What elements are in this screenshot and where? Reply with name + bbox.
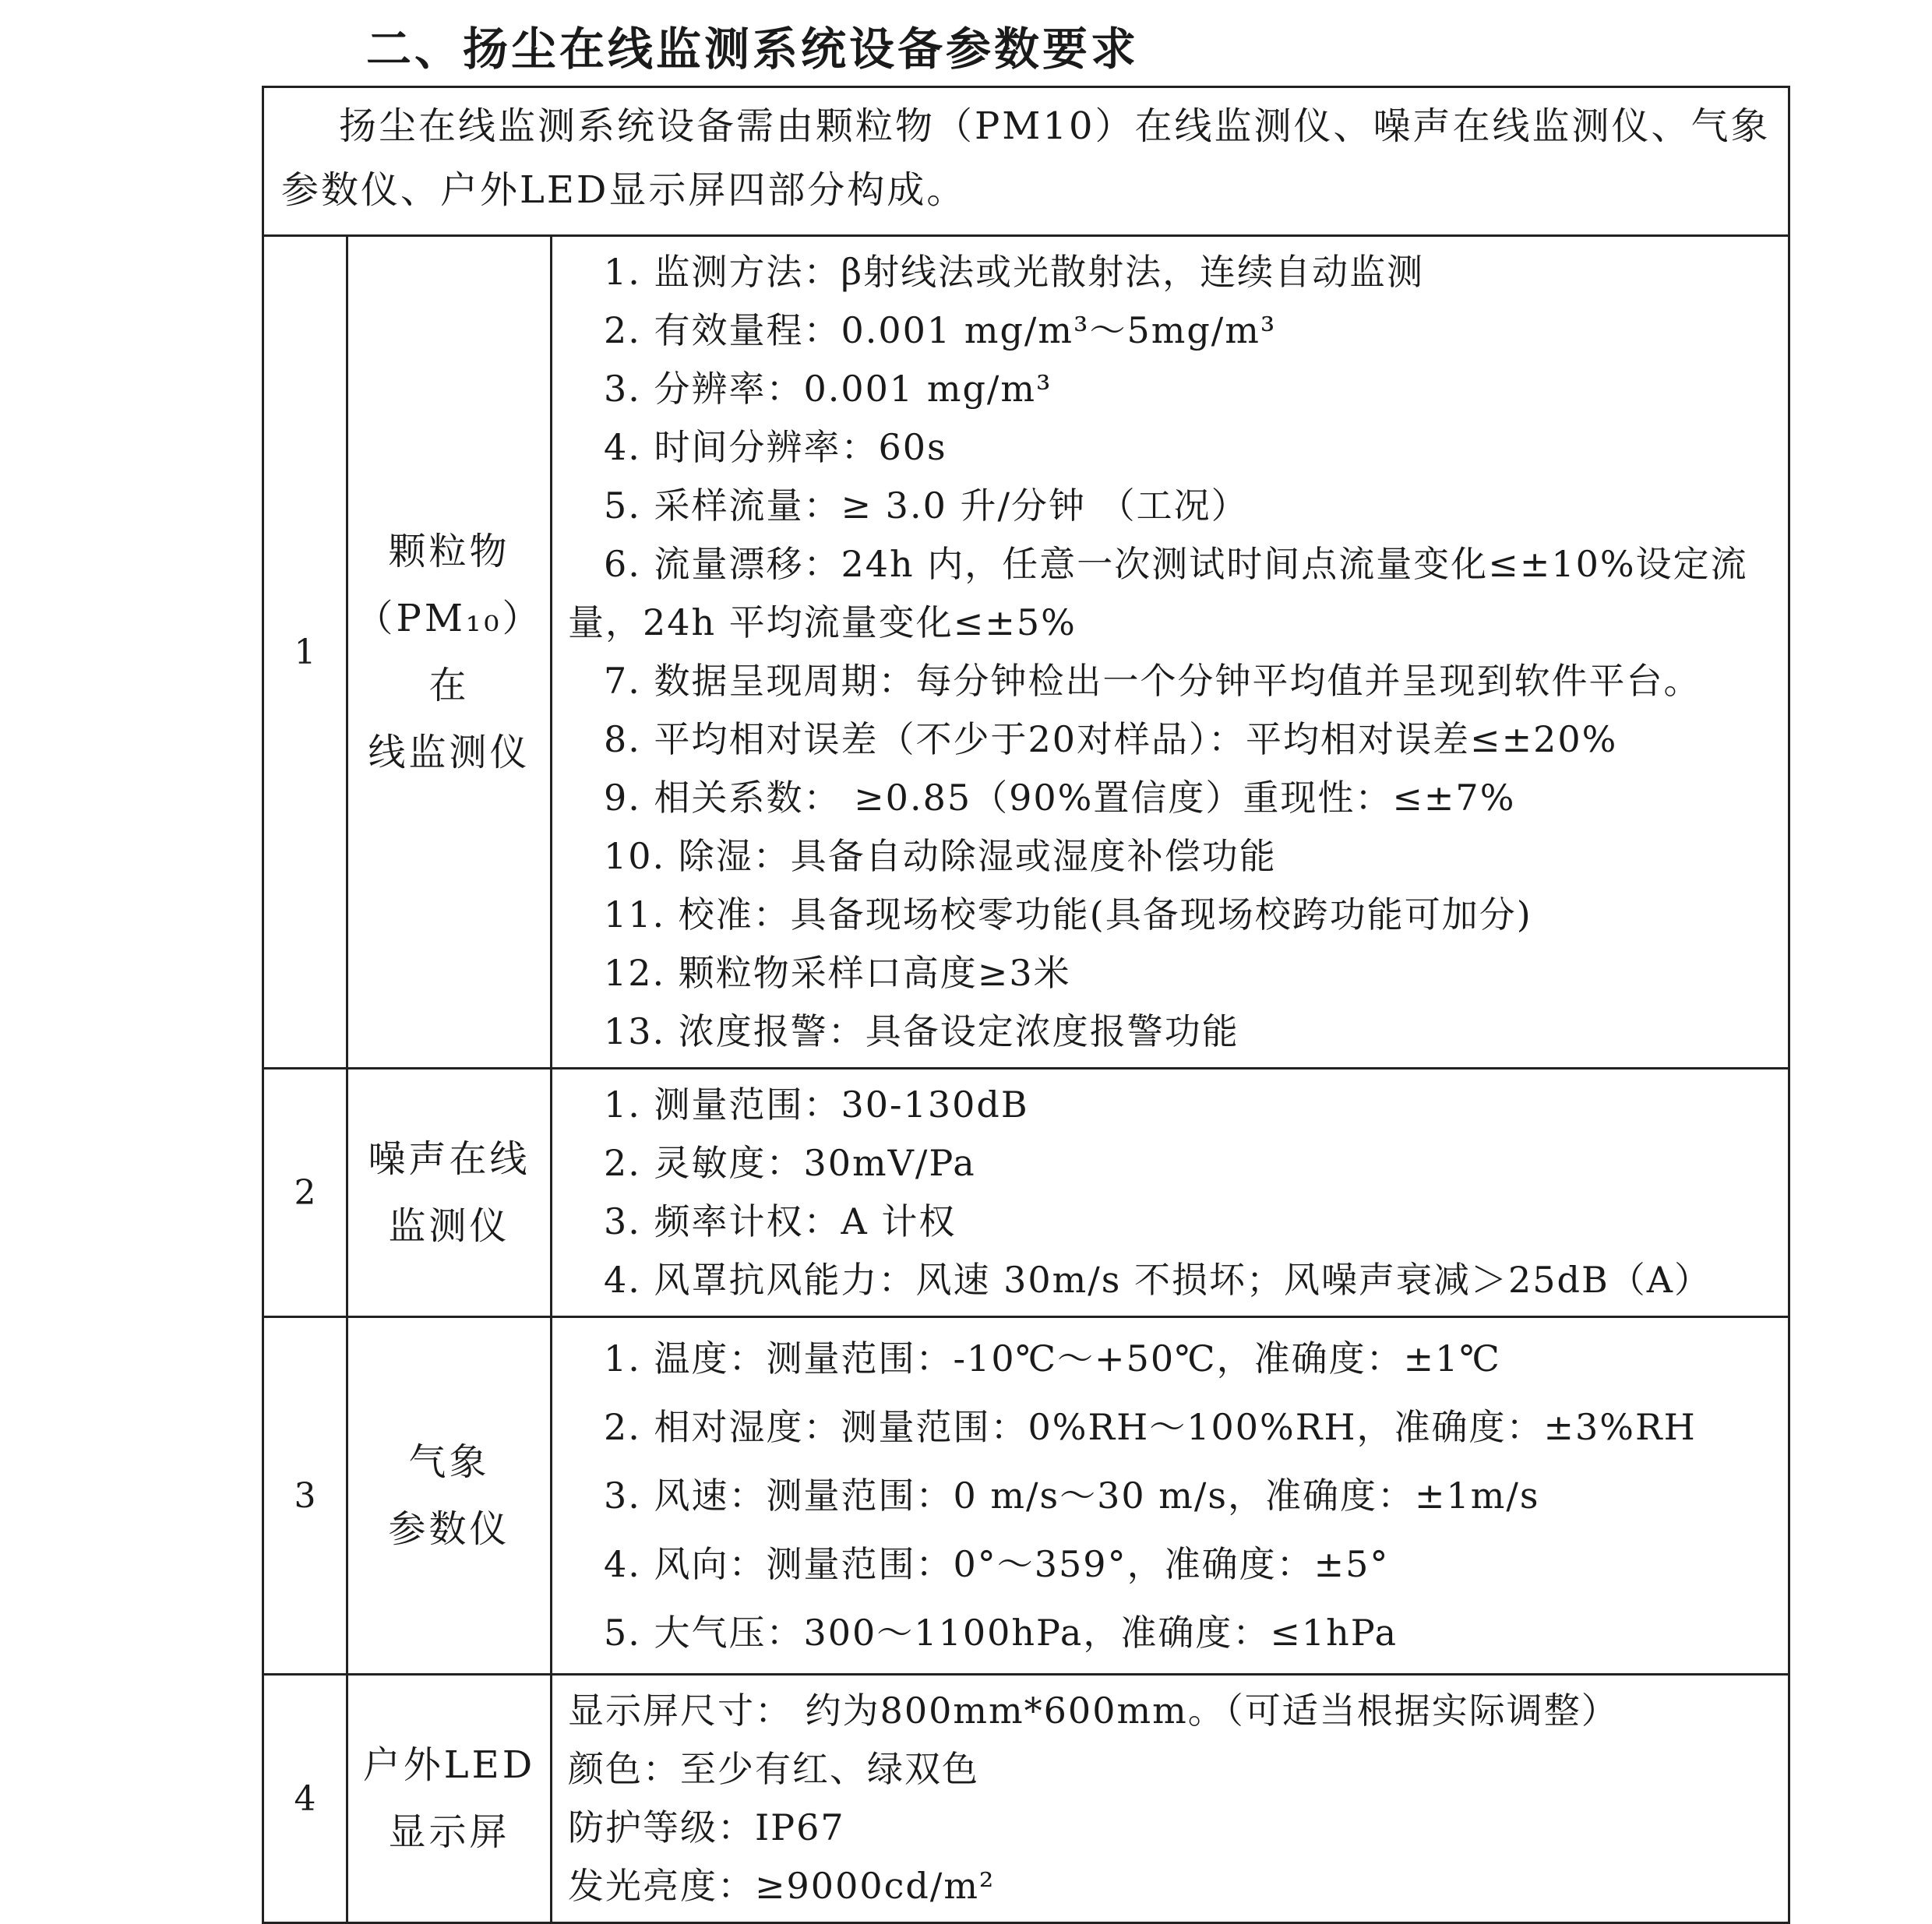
spec-item: 10. 除湿：具备自动除湿或湿度补偿功能 xyxy=(604,835,1277,877)
spec-table xyxy=(262,86,1790,1924)
spec-item: 4. 风向：测量范围：0°～359°，准确度：±5° xyxy=(604,1543,1390,1585)
spec-item: 12. 颗粒物采样口高度≥3米 xyxy=(604,952,1071,994)
spec-item: 2. 有效量程：0.001 mg/m³～5mg/m³ xyxy=(604,309,1277,351)
equipment-name xyxy=(347,1317,552,1675)
spec-item: 5. 大气压：300～1100hPa，准确度：≤1hPa xyxy=(604,1612,1398,1654)
spec-item: 颜色：至少有红、绿双色 xyxy=(568,1748,979,1790)
spec-item: 显示屏尺寸： 约为800mm*600mm。（可适当根据实际调整） xyxy=(568,1690,1619,1732)
intro-text: 扬尘在线监测系统设备需由颗粒物（PM10）在线监测仪、噪声在线监测仪、气象参数仪、户外LED显示屏四部分构成。 xyxy=(263,87,1789,236)
equipment-name xyxy=(347,236,552,1069)
row-number: 4 xyxy=(263,1675,347,1923)
spec-item: 3. 分辨率：0.001 mg/m³ xyxy=(604,368,1052,410)
table-row xyxy=(263,1317,1789,1675)
spec-cell xyxy=(552,1317,1789,1675)
row-number: 1 xyxy=(263,236,347,1069)
spec-item: 7. 数据呈现周期：每分钟检出一个分钟平均值并呈现到软件平台。 xyxy=(604,660,1701,702)
spec-item: 4. 时间分辨率：60s xyxy=(604,426,947,468)
spec-item: 防护等级：IP67 xyxy=(568,1806,845,1848)
equipment-name-line: 颗粒物 xyxy=(388,530,510,573)
spec-item: 8. 平均相对误差（不少于20对样品）：平均相对误差≤±20% xyxy=(604,718,1618,760)
equipment-name-line: 线监测仪 xyxy=(368,731,531,774)
table-row xyxy=(263,1069,1789,1317)
spec-item: 2. 灵敏度：30mV/Pa xyxy=(604,1142,976,1184)
equipment-name-line: （PM₁₀）在 xyxy=(355,597,543,707)
spec-item: 1. 温度：测量范围：-10℃～+50℃，准确度：±1℃ xyxy=(604,1337,1501,1380)
spec-item: 9. 相关系数： ≥0.85（90%置信度）重现性：≤±7% xyxy=(604,777,1516,819)
spec-list xyxy=(552,1324,1780,1667)
spec-item: 发光亮度：≥9000cd/m² xyxy=(568,1865,996,1907)
spec-item: 2. 相对湿度：测量范围：0%RH～100%RH，准确度：±3%RH xyxy=(604,1406,1697,1448)
table-row xyxy=(263,1675,1789,1923)
equipment-name-line: 气象 xyxy=(408,1440,490,1484)
spec-item: 1. 监测方法：β射线法或光散射法，连续自动监测 xyxy=(604,251,1425,293)
equipment-name-line: 噪声在线 xyxy=(368,1137,531,1181)
spec-item: 3. 风速：测量范围：0 m/s～30 m/s，准确度：±1m/s xyxy=(604,1475,1540,1517)
row-number: 2 xyxy=(263,1069,347,1317)
spec-list xyxy=(552,243,1780,1061)
spec-item: 13. 浓度报警：具备设定浓度报警功能 xyxy=(604,1010,1239,1052)
table-row xyxy=(263,236,1789,1069)
spec-item: 1. 测量范围：30-130dB xyxy=(604,1084,1029,1126)
equipment-name xyxy=(347,1675,552,1923)
row-number: 3 xyxy=(263,1317,347,1675)
spec-item: 4. 风罩抗风能力：风速 30m/s 不损坏；风噪声衰减＞25dB（A） xyxy=(604,1259,1712,1301)
equipment-name-line: 监测仪 xyxy=(388,1204,510,1248)
table-intro-row xyxy=(263,87,1789,236)
spec-item: 3. 频率计权：A 计权 xyxy=(604,1200,957,1242)
spec-cell xyxy=(552,1069,1789,1317)
spec-item: 5. 采样流量：≥ 3.0 升/分钟 （工况） xyxy=(604,485,1249,527)
equipment-name-line: 参数仪 xyxy=(388,1507,510,1551)
spec-item: 6. 流量漂移：24h 内，任意一次测试时间点流量变化≤±10%设定流量，24h 平均流量变化≤±5% xyxy=(568,543,1748,643)
spec-list xyxy=(552,1076,1780,1309)
page-title: 二、扬尘在线监测系统设备参数要求 xyxy=(366,23,1140,76)
equipment-name-line: 显示屏 xyxy=(388,1810,510,1854)
spec-cell xyxy=(552,236,1789,1069)
equipment-name xyxy=(347,1069,552,1317)
equipment-name-line: 户外LED xyxy=(362,1743,536,1787)
spec-list xyxy=(552,1682,1780,1915)
spec-item: 11. 校准：具备现场校零功能(具备现场校跨功能可加分) xyxy=(604,893,1532,936)
spec-cell xyxy=(552,1675,1789,1923)
